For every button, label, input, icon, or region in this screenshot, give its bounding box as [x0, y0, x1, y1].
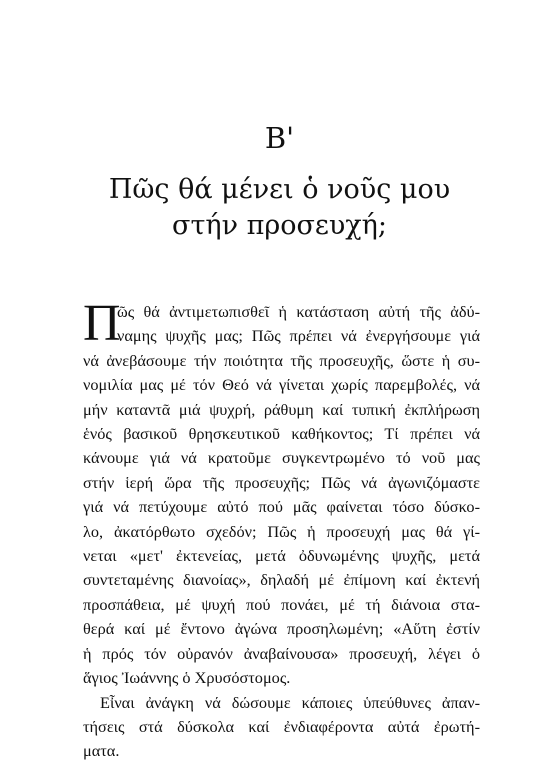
text-line: κάνουμε γιά νά κρατοῦμε συγκεντρωμένο τό νοῦ μας: [83, 448, 480, 468]
chapter-number: Β': [264, 121, 295, 155]
drop-cap: Π: [83, 295, 121, 352]
text-line: λο, ἀκατόρθωτο σχεδόν; Πῶς ἡ προσευχή μας θά γί-: [83, 521, 480, 541]
paragraph-2: [83, 691, 480, 764]
text-line: μήν καταντᾶ μιά ψυχρή, ράθυμη καί τυπική ἐκπλήρωση: [83, 399, 480, 419]
text-line: νεται «μετ' ἐκτενείας, μετά ὀδυνωμένης ψυχῆς, μετά: [83, 546, 480, 566]
chapter-title-line-1: Πῶς θά μένει ὁ νοῦς μου: [108, 174, 451, 205]
text-line: θερά καί μέ ἔντονο ἀγώνα προσηλωμένη; «Αὕτη ἐστίν: [83, 619, 480, 639]
text-line: ἑνός βασικοῦ θρησκευτικοῦ καθήκοντος; Τί πρέπει νά: [83, 424, 480, 444]
text-line: στήν ἱερή ὥρα τῆς προσευχῆς; Πῶς νά ἀγωνιζόμαστε: [83, 472, 480, 492]
text-line: ματα.: [83, 741, 120, 761]
paragraph-1: [83, 295, 480, 691]
chapter-title-line-2: στήν προσευχή;: [172, 210, 387, 241]
text-line: προσπάθεια, μέ ψυχή πού πονάει, μέ τή διάνοια στα-: [83, 594, 480, 614]
text-line: ἡ πρός τόν οὐρανόν ἀναβαίνουσα» προσευχή, λέγει ὁ: [83, 643, 480, 663]
body-text: [83, 295, 480, 764]
text-line: συντεταμένης διανοίας», δηλαδή μέ ἐπίμονη καί ἐκτενή: [83, 570, 480, 590]
text-line: γιά νά πετύχουμε αὐτό πού μᾶς φαίνεται τόσο δύσκο-: [83, 497, 480, 517]
text-line: νά ἀνεβάσουμε τήν ποιότητα τῆς προσευχῆς, ὥστε ἡ συ-: [83, 350, 480, 370]
chapter-title: [0, 172, 559, 244]
text-line: ἅγιος Ἰωάννης ὁ Χρυσόστομος.: [83, 668, 291, 688]
text-line: τήσεις στά δύσκολα καί ἐνδιαφέροντα αὐτά ἐρωτή-: [83, 716, 480, 736]
text-line: νομιλία μας μέ τόν Θεό νά γίνεται χωρίς παρεμβολές, νά: [83, 375, 480, 395]
text-line: ναμης ψυχῆς μας; Πῶς πρέπει νά ἐνεργήσουμε γιά: [117, 326, 480, 346]
text-line: ῶς θά ἀντιμετωπισθεῖ ἡ κατάσταση αὐτή τῆς ἀδύ-: [117, 302, 480, 321]
text-line: Εἶναι ἀνάγκη νά δώσουμε κάποιες ὑπεύθυνες ἀπαν-: [100, 692, 480, 712]
